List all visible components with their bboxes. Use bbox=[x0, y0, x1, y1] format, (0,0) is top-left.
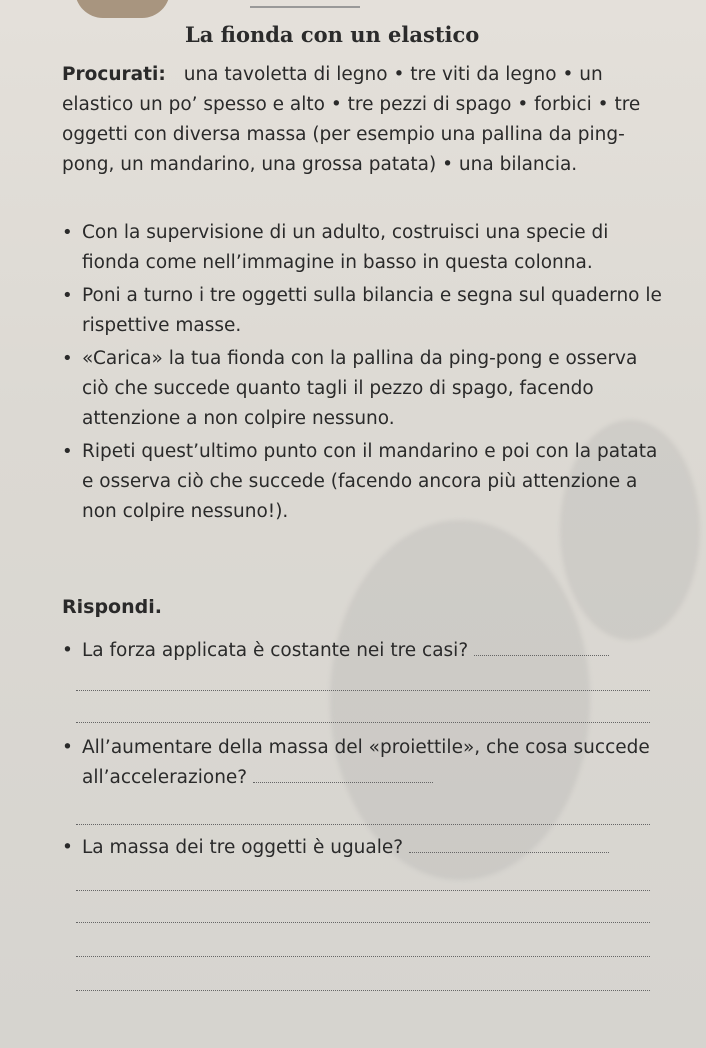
instruction-item: • Con la supervisione di un adulto, costruisci una specie di fionda come nell’immagine in basso in questa colonna. bbox=[62, 218, 662, 278]
materials-paragraph bbox=[62, 60, 672, 180]
instruction-list bbox=[62, 218, 662, 530]
bullet-icon: • bbox=[62, 348, 73, 369]
bullet-icon: • bbox=[62, 285, 73, 306]
question-item bbox=[62, 833, 662, 863]
header-decoration-line bbox=[250, 0, 360, 8]
bullet-icon: • bbox=[62, 837, 73, 858]
materials-text: una tavoletta di legno • tre viti da legno • un elastico un po’ spesso e alto • tre pezzi di spago • forbici • tre oggetti con diversa massa (per esempio una pallina da ping-pong, un mandarino, una grossa patata) • una bilancia. bbox=[62, 64, 641, 175]
bullet-icon: • bbox=[62, 441, 73, 462]
background-ghost-shape bbox=[330, 520, 590, 880]
question-text: All’aumentare della massa del «proiettile», che cosa succede all’accelerazione? bbox=[82, 737, 650, 788]
answer-heading: Rispondi. bbox=[62, 596, 162, 618]
answer-line[interactable] bbox=[76, 990, 650, 991]
bullet-icon: • bbox=[62, 222, 73, 243]
question-item bbox=[62, 636, 662, 666]
question-item bbox=[62, 733, 662, 793]
answer-line[interactable] bbox=[76, 956, 650, 957]
instruction-item: • Poni a turno i tre oggetti sulla bilancia e segna sul quaderno le rispettive masse. bbox=[62, 281, 662, 341]
answer-line[interactable] bbox=[76, 690, 650, 691]
instruction-item: • «Carica» la tua fionda con la pallina da ping-pong e osserva ciò che succede quanto tagli il pezzo di spago, facendo attenzione a non colpire nessuno. bbox=[62, 344, 662, 434]
question-text: La forza applicata è costante nei tre casi? bbox=[82, 640, 469, 661]
answer-line[interactable] bbox=[76, 922, 650, 923]
answer-blank[interactable] bbox=[474, 637, 609, 656]
header-decoration bbox=[75, 0, 170, 18]
bullet-icon: • bbox=[62, 737, 73, 758]
materials-label: Procurati: bbox=[62, 64, 166, 85]
question-text: La massa dei tre oggetti è uguale? bbox=[82, 837, 404, 858]
answer-blank[interactable] bbox=[253, 764, 433, 783]
page-title: La fionda con un elastico bbox=[185, 22, 480, 47]
answer-line[interactable] bbox=[76, 824, 650, 825]
instruction-item: • Ripeti quest’ultimo punto con il mandarino e poi con la patata e osserva ciò che succede (facendo ancora più attenzione a non colpire nessuno!). bbox=[62, 437, 662, 527]
answer-line[interactable] bbox=[76, 890, 650, 891]
answer-line[interactable] bbox=[76, 722, 650, 723]
answer-blank[interactable] bbox=[409, 834, 609, 853]
bullet-icon: • bbox=[62, 640, 73, 661]
